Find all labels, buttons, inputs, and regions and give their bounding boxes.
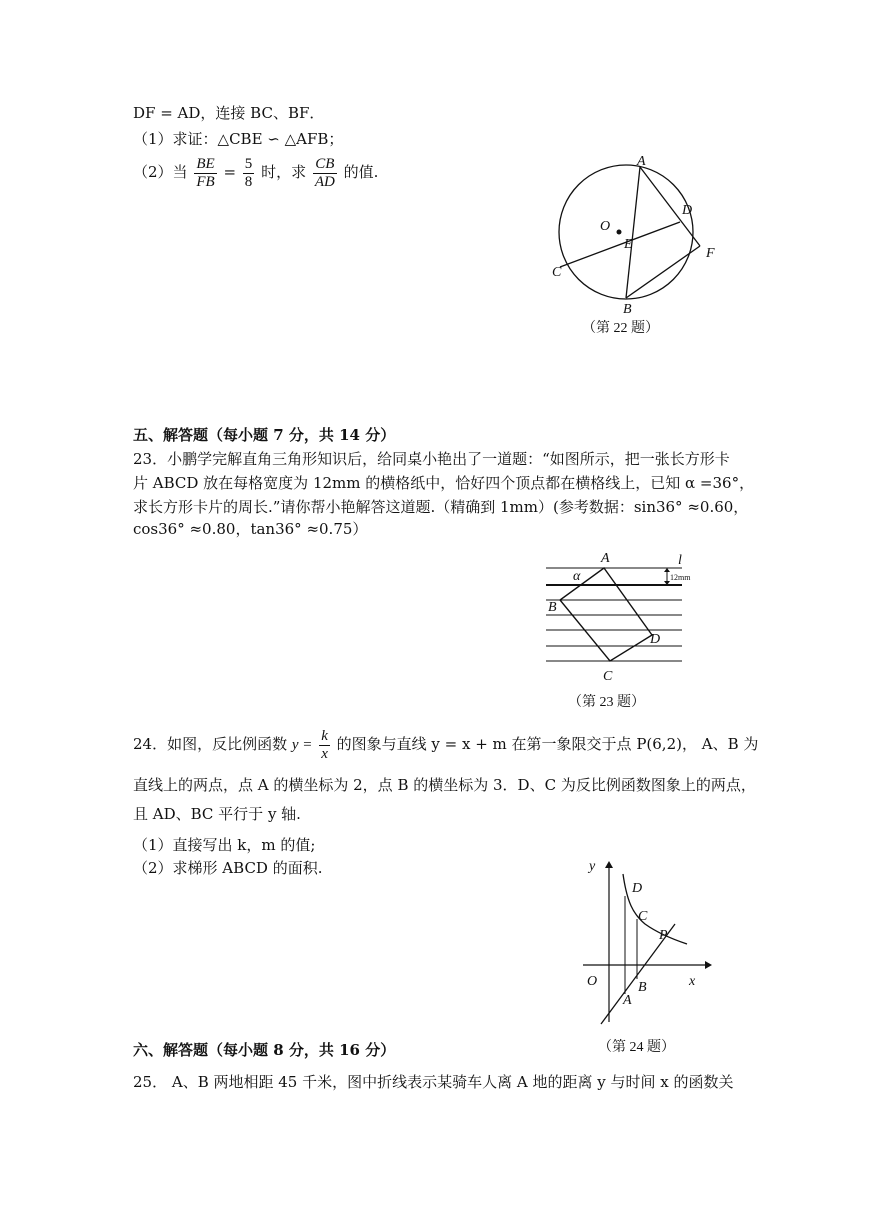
- label-d: D: [682, 203, 693, 218]
- q22-part2-mid: 时，求: [261, 163, 307, 181]
- x-axis-arrow-icon: [705, 961, 712, 969]
- frac-num: 5: [244, 155, 253, 172]
- q24-line1: [133, 722, 758, 767]
- arrow-up-icon: [664, 568, 670, 572]
- q23-line3: 求长方形卡片的周长.”请你帮小艳解答这道题.（精确到 1mm）(参考数据：sin36° ≈0.60，: [133, 498, 749, 516]
- chord-ab: [626, 167, 640, 298]
- label-l: l: [678, 553, 682, 568]
- q22-part2: [133, 150, 378, 194]
- q22-equals: =: [223, 163, 237, 181]
- label-c: C: [638, 909, 648, 924]
- q22-frac-cb-ad: [313, 156, 337, 191]
- q24-line2: 直线上的两点，点 A 的横坐标为 2，点 B 的横坐标为 3．D、C 为反比例函数图象上的两点，: [133, 776, 756, 794]
- label-b: B: [638, 980, 647, 995]
- q24-part1: （1）直接写出 k，m 的值;: [133, 836, 316, 854]
- frac-num: k: [321, 727, 328, 744]
- label-d: D: [650, 632, 661, 647]
- label-b: B: [548, 600, 557, 615]
- caption-23: （第 23 题）: [568, 695, 645, 710]
- q22-line1: DF = AD，连接 BC、BF．: [133, 104, 325, 122]
- frac-num: BE: [196, 155, 215, 172]
- label-c: C: [552, 265, 562, 280]
- caption-22: （第 22 题）: [582, 321, 659, 336]
- label-o: O: [600, 219, 611, 234]
- q24-line3: 且 AD、BC 平行于 y 轴.: [133, 805, 301, 823]
- label-y: y: [589, 859, 596, 874]
- label-a: A: [623, 993, 632, 1008]
- label-o: O: [587, 974, 598, 989]
- label-spacing: 12mm: [670, 573, 691, 582]
- chord-cd: [560, 222, 680, 267]
- q24-frac-k-x: [319, 728, 330, 763]
- label-b: B: [623, 302, 632, 317]
- frac-den: FB: [196, 173, 215, 190]
- center-dot: [617, 230, 622, 235]
- label-e: E: [624, 237, 633, 252]
- segment-bf: [626, 246, 700, 298]
- frac-num: CB: [313, 156, 337, 174]
- q24-y-equals: y =: [291, 737, 313, 753]
- q23-line4: cos36° ≈0.80，tan36° ≈0.75）: [133, 520, 368, 538]
- label-d: D: [632, 881, 643, 896]
- frac-den: AD: [314, 173, 335, 190]
- q22-part2-suffix: 的值.: [343, 163, 379, 181]
- label-x: x: [689, 974, 696, 989]
- caption-24: （第 24 题）: [598, 1040, 675, 1055]
- label-p: P: [659, 928, 668, 943]
- figure-23: [540, 548, 710, 688]
- q23-line1: 23．小鹏学完解直角三角形知识后，给同桌小艳出了一道题：“如图所示，把一张长方形卡: [133, 450, 730, 468]
- label-c: C: [603, 669, 613, 684]
- q24-line1-prefix: 24．如图，反比例函数: [133, 735, 288, 753]
- q22-frac-5-8: [243, 156, 255, 191]
- section6-heading: 六、解答题（每小题 8 分，共 16 分）: [133, 1041, 396, 1059]
- q24-part2: （2）求梯形 ABCD 的面积.: [133, 859, 323, 877]
- q22-part2-prefix: （2）当: [133, 163, 188, 181]
- q24-line1-suffix: 的图象与直线 y = x + m 在第一象限交于点 P(6,2)， A、B 为: [336, 735, 759, 753]
- section5-heading: 五、解答题（每小题 7 分，共 14 分）: [133, 426, 396, 444]
- circle-o: [559, 165, 693, 299]
- figure-22: [540, 150, 730, 320]
- q22-frac-be-fb: [194, 156, 216, 191]
- label-f: F: [706, 246, 715, 261]
- label-a: A: [601, 551, 610, 566]
- figure-24: [575, 852, 715, 1032]
- label-alpha: α: [573, 569, 581, 584]
- q25-line1: 25． A、B 两地相距 45 千米，图中折线表示某骑车人离 A 地的距离 y 与时间 x 的函数关: [133, 1073, 734, 1091]
- q23-line2: 片 ABCD 放在每格宽度为 12mm 的横格纸中，恰好四个顶点都在横格线上，已知 α =36°，: [133, 474, 755, 492]
- frac-den: x: [321, 745, 328, 762]
- q22-part1: （1）求证：△CBE ∽ △AFB；: [133, 130, 344, 148]
- y-axis-arrow-icon: [605, 861, 613, 868]
- frac-den: 8: [244, 173, 253, 190]
- label-a: A: [637, 154, 646, 169]
